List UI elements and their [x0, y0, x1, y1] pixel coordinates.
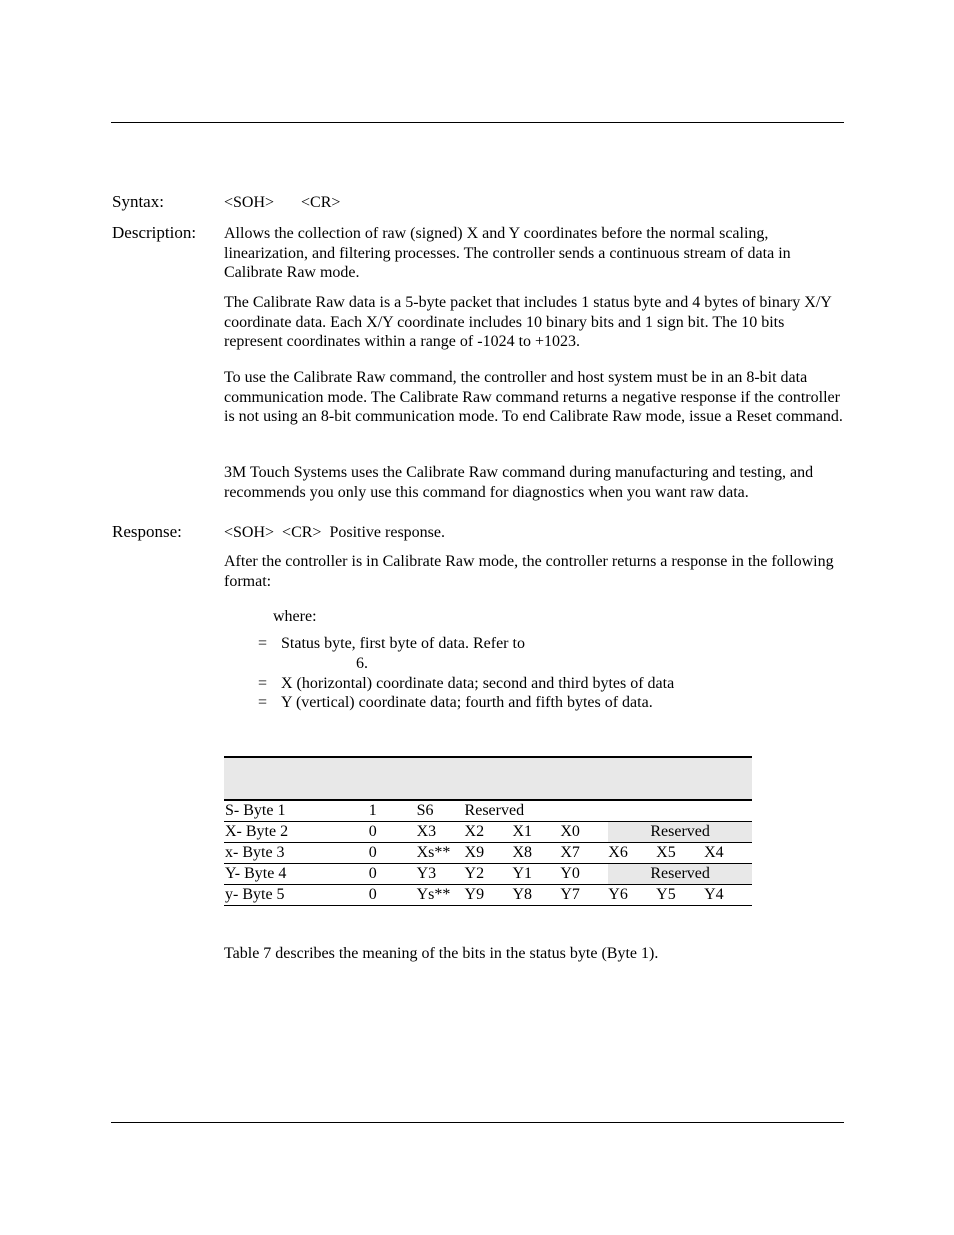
reserved-cell: Reserved — [465, 800, 752, 822]
bit-7: 0 — [369, 885, 417, 906]
bit-7: 0 — [369, 822, 417, 843]
bit-6: Xs** — [417, 843, 465, 864]
row-name: y- Byte 5 — [224, 885, 369, 906]
table-reference-note: Table 7 describes the meaning of the bits in the status byte (Byte 1). — [224, 945, 659, 962]
definition-status-byte-cont: 6. — [356, 655, 368, 672]
bit-0: X4 — [704, 843, 752, 864]
bit-6: X3 — [417, 822, 465, 843]
row-name: x- Byte 3 — [224, 843, 369, 864]
bit-4: X1 — [512, 822, 560, 843]
table-row — [224, 885, 752, 906]
response-where: where: — [273, 608, 317, 625]
syntax-code-soh: <SOH> — [224, 194, 275, 211]
definition-x-coordinate: X (horizontal) coordinate data; second and third bytes of data — [281, 675, 675, 692]
bit-0: Y4 — [704, 885, 752, 906]
bit-4: Y1 — [512, 864, 560, 885]
bit-7: 0 — [369, 864, 417, 885]
bit-4: Y8 — [512, 885, 560, 906]
row-name: S- Byte 1 — [224, 800, 369, 822]
table-header-row — [224, 757, 752, 800]
response-positive-line: <SOH> <CR> Positive response. — [224, 524, 445, 541]
table-row — [224, 864, 752, 885]
bit-2: X6 — [608, 843, 656, 864]
description-paragraph-4: 3M Touch Systems uses the Calibrate Raw command during manufacturing and testing, and recommends you only use this command for diagnostics when you want raw data. — [224, 464, 814, 501]
bit-7: 1 — [369, 800, 417, 822]
response-label: Response: — [112, 522, 182, 541]
description-paragraph-2: The Calibrate Raw data is a 5-byte packet that includes 1 status byte and 4 bytes of binary X/Y coordinate data. Each X/Y coordinate includes 10 binary bits and 1 sign bit. The 10 bits represent coordinates within a range of -1024 to +1023. — [224, 294, 832, 351]
reserved-cell: Reserved — [608, 864, 752, 885]
response-format-paragraph: After the controller is in Calibrate Raw mode, the controller returns a response in the following format: — [224, 553, 834, 590]
bit-5: Y9 — [465, 885, 513, 906]
description-paragraph-1: Allows the collection of raw (signed) X and Y coordinates before the normal scaling, linearization, and filtering processes. The controller sends a continuous stream of data in Calibrate Raw mode. — [224, 225, 791, 282]
row-name: X- Byte 2 — [224, 822, 369, 843]
definition-eq-2: = — [258, 675, 268, 692]
bit-3: X7 — [560, 843, 608, 864]
description-label: Description: — [112, 223, 197, 242]
header-rule — [111, 122, 844, 123]
definition-y-coordinate: Y (vertical) coordinate data; fourth and fifth bytes of data. — [281, 694, 653, 711]
reserved-cell: Reserved — [608, 822, 752, 843]
bit-2: Y6 — [608, 885, 656, 906]
bit-3: Y0 — [560, 864, 608, 885]
definition-status-byte: Status byte, first byte of data. Refer to — [281, 635, 525, 652]
footer-rule — [111, 1122, 844, 1123]
row-name: Y- Byte 4 — [224, 864, 369, 885]
bit-7: 0 — [369, 843, 417, 864]
bit-5: X2 — [465, 822, 513, 843]
table-row — [224, 800, 752, 822]
bit-1: X5 — [656, 843, 704, 864]
bit-4: X8 — [512, 843, 560, 864]
table-row — [224, 822, 752, 843]
bit-6: Ys** — [417, 885, 465, 906]
table-row — [224, 843, 752, 864]
bit-5: X9 — [465, 843, 513, 864]
bit-5: Y2 — [465, 864, 513, 885]
syntax-code-cr: <CR> — [301, 194, 341, 211]
bit-6: Y3 — [417, 864, 465, 885]
definition-eq-1: = — [258, 635, 268, 652]
bit-3: Y7 — [560, 885, 608, 906]
description-paragraph-3: To use the Calibrate Raw command, the controller and host system must be in an 8-bit data communication mode. The Calibrate Raw command returns a negative response if the controller is not using an 8-bit communication mode. To end Calibrate Raw mode, issue a Reset command. — [224, 369, 843, 426]
syntax-label: Syntax: — [112, 192, 164, 211]
bit-1: Y5 — [656, 885, 704, 906]
bit-6: S6 — [417, 800, 465, 822]
bit-3: X0 — [560, 822, 608, 843]
calibrate-raw-bit-table — [224, 756, 752, 906]
definition-eq-3: = — [258, 694, 268, 711]
